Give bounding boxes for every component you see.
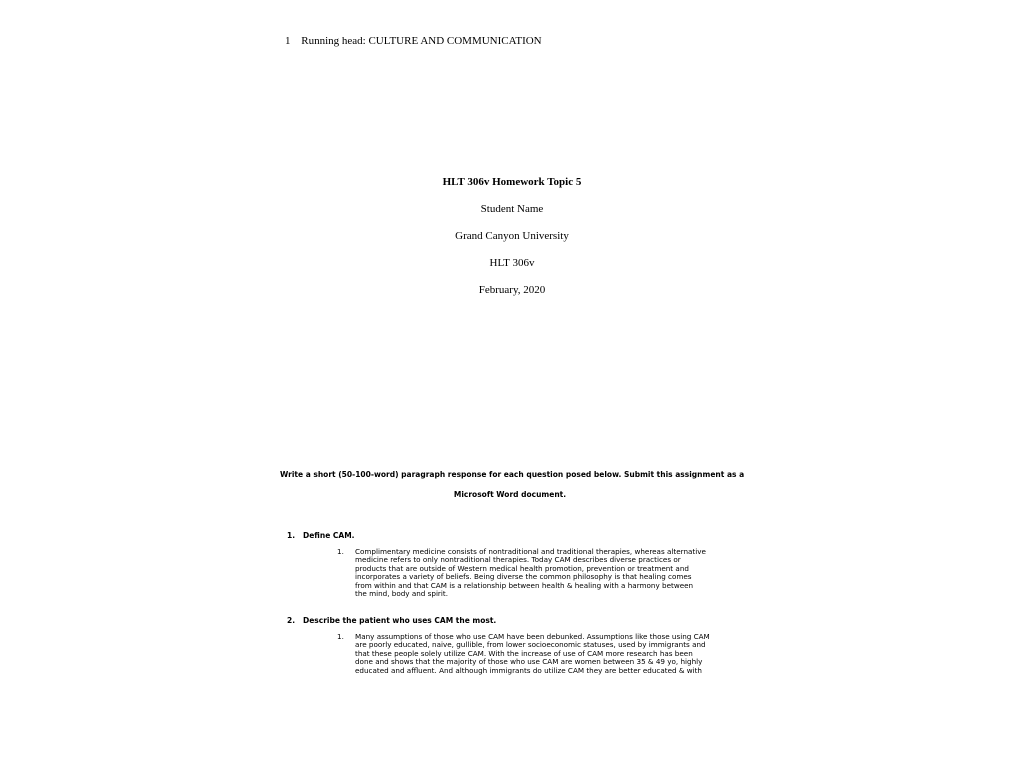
- student-name: Student Name: [480, 203, 544, 215]
- university-name: Grand Canyon University: [455, 230, 569, 242]
- question-text: Describe the patient who uses CAM the most.: [303, 616, 497, 625]
- answer-line: incorporates a variety of beliefs. Being diverse the common philosophy is that healing comes: [355, 572, 692, 582]
- question-1: [287, 531, 355, 540]
- answer-line: Many assumptions of those who use CAM have been debunked. Assumptions like those using CAM: [355, 632, 710, 641]
- answer-line: are poorly educated, naive, gullible, from lower socioeconomic statuses, used by immigrants and: [355, 640, 706, 650]
- answer-line: educated and affluent. And although immigrants do utilize CAM they are better educated & with: [355, 665, 702, 675]
- answer-number: 1.: [337, 632, 344, 641]
- instructions-line-2: Microsoft Word document.: [453, 490, 567, 499]
- instructions-line-1: Write a short (50-100-word) paragraph response for each question posed below. Submit this assignment as a: [280, 470, 745, 479]
- running-head-text: Running head: CULTURE AND COMMUNICATION: [301, 35, 542, 47]
- answer-line: Complimentary medicine consists of nontraditional and traditional therapies, whereas alternative: [355, 547, 706, 556]
- submission-date: February, 2020: [478, 284, 546, 296]
- question-text: Define CAM.: [303, 531, 355, 540]
- paper-title: HLT 306v Homework Topic 5: [442, 176, 582, 188]
- answer-text: [355, 548, 743, 598]
- answer-number: 1.: [337, 547, 344, 556]
- question-2: [287, 616, 496, 625]
- answer-line: done and shows that the majority of those who use CAM are women between 35 & 49 yo, highly: [355, 657, 703, 667]
- question-number: 2.: [287, 616, 296, 625]
- page-number: 1: [285, 35, 291, 47]
- running-head: [285, 35, 542, 47]
- answer-line: the mind, body and spirit.: [355, 589, 448, 599]
- answer-line: medicine refers to only nontraditional therapies. Today CAM describes diverse practices or: [355, 555, 681, 565]
- answer-line: from within and that CAM is a relationship between health & healing with a harmony between: [355, 580, 694, 590]
- answer-line: products that are outside of Western medical health promotion, prevention or treatment and: [355, 563, 689, 573]
- question-number: 1.: [287, 531, 296, 540]
- answer-line: that these people solely utilize CAM. With the increase of use of CAM more research has been: [355, 648, 693, 658]
- course-name: HLT 306v: [489, 257, 535, 269]
- answer-text: [355, 633, 743, 675]
